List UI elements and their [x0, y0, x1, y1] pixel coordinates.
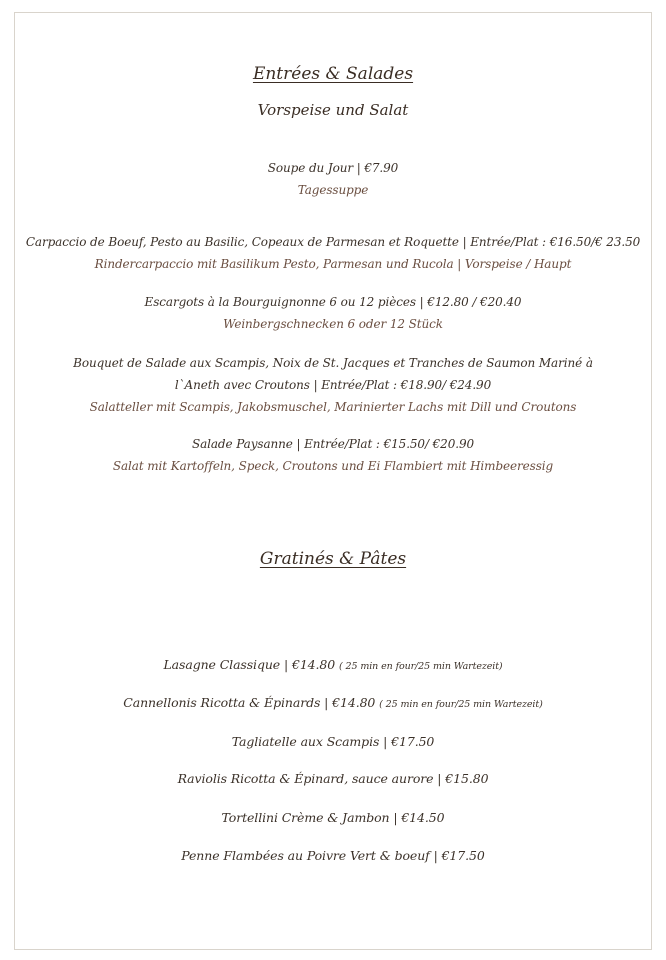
dish-soupe-de: Tagessuppe	[297, 183, 369, 197]
dish-escargots-de: Weinbergschnecken 6 oder 12 Stück	[223, 317, 443, 331]
dish-carpaccio-de: Rindercarpaccio mit Basilikum Pesto, Parmesan und Rucola | Vorspeise / Haupt	[94, 257, 572, 271]
dish-cannellonis	[0, 695, 666, 710]
dish-escargots-fr: Escargots à la Bourguignonne 6 ou 12 pièces | €12.80 / €20.40	[144, 295, 522, 309]
dish-tagliatelle: Tagliatelle aux Scampis | €17.50	[231, 734, 435, 749]
dish-bouquet-fr-line2: l`Aneth avec Croutons | Entrée/Plat : €18.90/ €24.90	[174, 378, 492, 392]
dish-bouquet-fr: Bouquet de Salade aux Scampis, Noix de St. Jacques et Tranches de Saumon Mariné à	[73, 356, 593, 370]
dish-paysanne-de: Salat mit Kartoffeln, Speck, Croutons und Ei Flambiert mit Himbeeressig	[112, 459, 554, 473]
dish-cannellonis-note: ( 25 min en four/25 min Wartezeit)	[379, 699, 543, 710]
dish-lasagne	[0, 657, 666, 672]
dish-cannellonis-name: Cannellonis Ricotta & Épinards | €14.80	[123, 695, 376, 710]
dish-bouquet-de: Salatteller mit Scampis, Jakobsmuschel, Marinierter Lachs mit Dill und Croutons	[89, 400, 577, 414]
dish-carpaccio-fr: Carpaccio de Boeuf, Pesto au Basilic, Copeaux de Parmesan et Roquette | Entrée/Plat : €16.50/€ 23.50	[25, 235, 641, 249]
dish-penne: Penne Flambées au Poivre Vert & boeuf | €17.50	[181, 848, 485, 863]
dish-raviolis: Raviolis Ricotta & Épinard, sauce aurore | €15.80	[177, 771, 489, 786]
dish-lasagne-name: Lasagne Classique | €14.80	[163, 657, 336, 672]
section-subtitle-entrees: Vorspeise und Salat	[257, 101, 409, 119]
section-title-entrees: Entrées & Salades	[252, 64, 414, 84]
dish-paysanne-fr: Salade Paysanne | Entrée/Plat : €15.50/ €20.90	[191, 437, 475, 451]
dish-lasagne-note: ( 25 min en four/25 min Wartezeit)	[338, 661, 503, 672]
dish-soupe-fr: Soupe du Jour | €7.90	[267, 161, 399, 175]
dish-tortellini: Tortellini Crème & Jambon | €14.50	[221, 810, 445, 825]
section-title-gratines: Gratinés & Pâtes	[259, 549, 407, 569]
